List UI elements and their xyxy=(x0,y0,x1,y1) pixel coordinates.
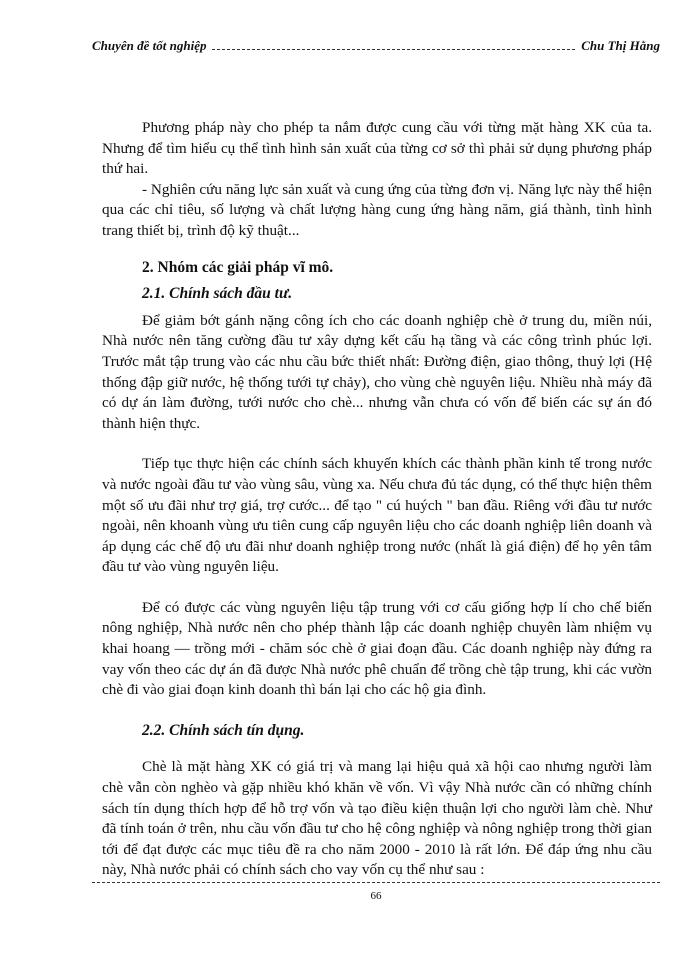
subsection-heading-credit: 2.2. Chính sách tín dụng. xyxy=(142,721,305,739)
paragraph-6: Chè là mặt hàng XK có giá trị và mang lại hiệu quả xã hội cao nhưng người làm chè vẫn còn nghèo và gặp nhiều khó khăn về vốn. Vì vậy Nhà nước cần có những chính sách tín dụng thích hợp để hỗ trợ vốn và tạo điều kiện thuận lợi cho người làm chè. Như đã tính toán ở trên, nhu cầu vốn đầu tư cho hệ công nghiệp và nông nghiệp trong thời gian tới để đạt được các mục tiêu đề ra cho năm 2000 - 2010 là rất lớn. Để đáp ứng nhu cầu này, Nhà nước phải có chính sách cho vay vốn cụ thể như sau : xyxy=(102,758,652,879)
header-author: Chu Thị Hằng xyxy=(577,38,660,54)
header-left-title: Chuyên đề tốt nghiệp xyxy=(92,38,211,54)
subsection-heading-investment: 2.1. Chính sách đầu tư. xyxy=(142,285,293,303)
paragraph-2: - Nghiên cứu năng lực sản xuất và cung ứng của từng đơn vị. Năng lực này thể hiện qua các chỉ tiêu, số lượng và chất lượng hàng cung ứng hàng năm, giá thành, tình hình trang thiết bị, trình độ kỹ thuật... xyxy=(102,180,652,239)
footer-rule xyxy=(92,882,660,883)
paragraph-3: Để giảm bớt gánh nặng công ích cho các doanh nghiệp chè ở trung du, miền núi, Nhà nước nên tăng cường đầu tư xây dựng kết cấu hạ tầng và các công trình phúc lợi. Trước mắt tập trung vào các nhu cầu bức thiết nhất: Đường điện, giao thông, thuỷ lợi (Hệ thống đập giữ nước, hệ thống tưới tự chảy), cho vùng chè nguyên liệu. Nhiều nhà máy đã có dự án làm đường, tưới nước cho chè... nhưng vẫn chưa có vốn để biến các sự án đó thành hiện thực. xyxy=(102,311,652,432)
paragraph-5: Để có được các vùng nguyên liệu tập trung với cơ cấu giống hợp lí cho chế biến nông nghiệp, Nhà nước nên cho phép thành lập các doanh nghiệp chuyên làm nhiệm vụ khai hoang — trồng mới - chăm sóc chè ở giai đoạn đầu. Các doanh nghiệp này đứng ra vay vốn theo các dự án đã được Nhà nước phê chuẩn để trồng chè tập trung, khi các vườn chè đi vào giai đoạn kinh doanh thì bán lại cho các hộ gia đình. xyxy=(102,598,652,699)
section-heading: 2. Nhóm các giải pháp vĩ mô. xyxy=(142,258,334,276)
document-body xyxy=(102,118,652,881)
paragraph-1: Phương pháp này cho phép ta nắm được cung cầu với từng mặt hàng XK của ta. Nhưng để tìm hiểu cụ thể tình hình sản xuất của từng cơ sở thì phải sử dụng phương pháp thứ hai. xyxy=(102,119,652,178)
page-footer xyxy=(92,878,660,908)
paragraph-4: Tiếp tục thực hiện các chính sách khuyến khích các thành phần kinh tế trong nước và nước ngoài đầu tư vào vùng sâu, vùng xa. Nếu chưa đủ tác dụng, có thể thực hiện thêm một số ưu đãi như trợ giá, trợ cước... để tạo " cú huých " ban đầu. Riêng với đầu tư nước ngoài, nên khoanh vùng ưu tiên cung cấp nguyên liệu cho các doanh nghiệp liên doanh và áp dụng các chế độ ưu đãi như doanh nghiệp trong nước (nhất là giá điện) để họ yên tâm đầu tư vào vùng nguyên liệu. xyxy=(102,455,652,576)
page-header xyxy=(92,38,660,58)
page-number: 66 xyxy=(370,890,382,902)
